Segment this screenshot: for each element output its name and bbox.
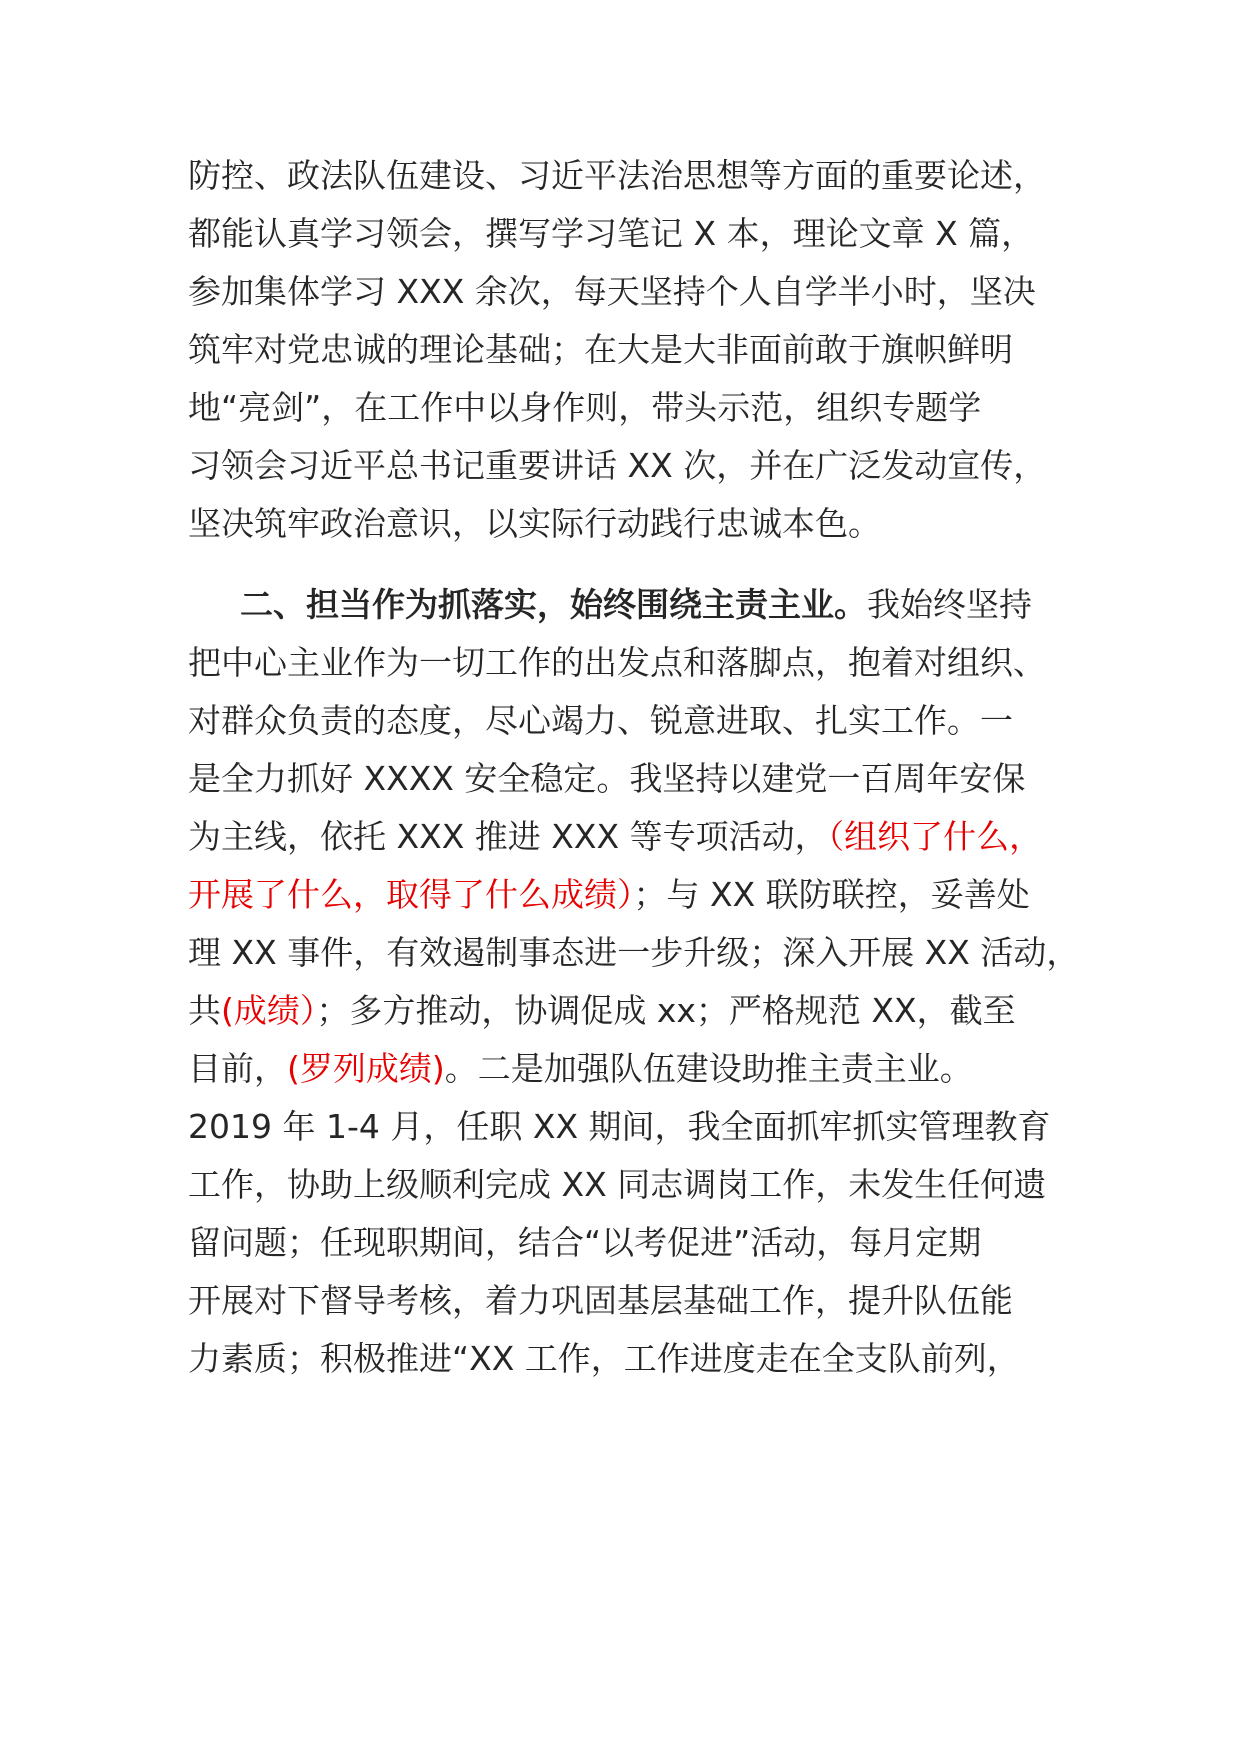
placeholder-note: (成绩） — [221, 991, 317, 1030]
placeholder-note: 开展了什么，取得了什么成绩） — [188, 875, 634, 914]
paragraph1-line-2: 都能认真学习领会，撰写学习笔记 X 本，理论文章 X 篇， — [188, 214, 1035, 253]
paragraph2-line-5 — [188, 814, 1042, 860]
paragraph2-line-8-text-a: 共 — [188, 991, 221, 1030]
paragraph2-line-12: 留问题；任现职期间，结合“以考促进”活动，每月定期 — [188, 1223, 982, 1262]
paragraph1-line-1: 防控、政法队伍建设、习近平法治思想等方面的重要论述， — [188, 156, 1046, 195]
paragraph2-line-1 — [240, 582, 1032, 628]
paragraph2-line-9-text-a: 目前， — [188, 1049, 287, 1088]
paragraph2-line-4: 是全力抓好 XXXX 安全稳定。我坚持以建党一百周年安保 — [188, 759, 1026, 798]
paragraph2-line-5-text: 为主线，依托 XXX 推进 XXX 等专项活动， — [188, 817, 828, 856]
paragraph2-line-9 — [188, 1046, 973, 1092]
paragraph1-line-4: 筑牢对党忠诚的理论基础；在大是大非面前敢于旗帜鲜明 — [188, 330, 1013, 369]
paragraph2-line-1-text: 我始终坚持 — [867, 585, 1032, 624]
paragraph1-line-5: 地“亮剑”，在工作中以身作则，带头示范，组织专题学 — [188, 388, 982, 427]
paragraph2-line-13: 开展对下督导考核，着力巩固基层基础工作，提升队伍能 — [188, 1281, 1013, 1320]
paragraph1-line-7: 坚决筑牢政治意识，以实际行动践行忠诚本色。 — [188, 504, 881, 543]
paragraph1-line-3: 参加集体学习 XXX 余次，每天坚持个人自学半小时，坚决 — [188, 272, 1036, 311]
paragraph1-line-6: 习领会习近平总书记重要讲话 XX 次，并在广泛发动宣传， — [188, 446, 1047, 485]
paragraph2-line-8-text-b: ；多方推动，协调促成 xx；严格规范 XX，截至 — [316, 991, 1016, 1030]
paragraph2-line-14: 力素质；积极推进“XX 工作，工作进度走在全支队前列， — [188, 1339, 1020, 1378]
paragraph2-line-3: 对群众负责的态度，尽心竭力、锐意进取、扎实工作。一 — [188, 701, 1013, 740]
paragraph2-line-2: 把中心主业作为一切工作的出发点和落脚点，抱着对组织、 — [188, 643, 1046, 682]
paragraph2-line-8 — [188, 988, 1016, 1034]
placeholder-note: （组织了什么， — [827, 817, 1043, 856]
paragraph2-line-11: 工作，协助上级顺利完成 XX 同志调岗工作，未发生任何遗 — [188, 1165, 1047, 1204]
paragraph2-line-9-text-b: 。二是加强队伍建设助推主责主业。 — [444, 1049, 973, 1088]
paragraph2-line-6-text: ；与 XX 联防联控，妥善处 — [633, 875, 1030, 914]
paragraph2-line-10: 2019 年 1-4 月，任职 XX 期间，我全面抓牢抓实管理教育 — [188, 1107, 1051, 1146]
paragraph2-line-6 — [188, 872, 1030, 918]
paragraph2-line-7: 理 XX 事件，有效遏制事态进一步升级；深入开展 XX 活动， — [188, 933, 1080, 972]
placeholder-note: (罗列成绩) — [287, 1049, 445, 1088]
section-heading: 二、担当作为抓落实，始终围绕主责主业。 — [240, 585, 867, 624]
